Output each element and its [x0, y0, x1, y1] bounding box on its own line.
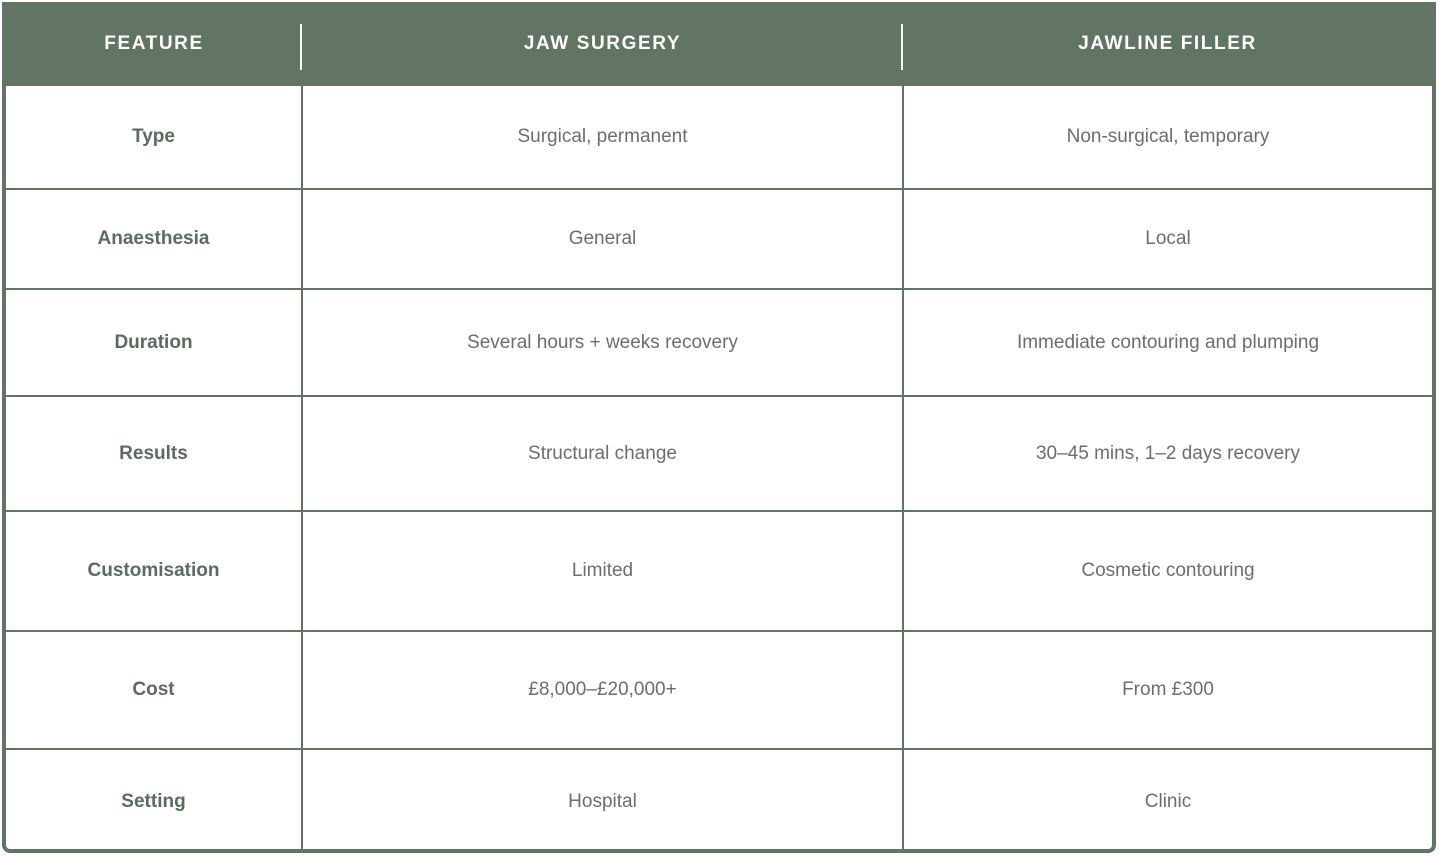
- header-jaw-surgery: [302, 2, 903, 86]
- header-jaw-surgery-label: JAW SURGERY: [523, 33, 682, 54]
- jaw-surgery-cell: Surgical, permanent: [302, 86, 903, 189]
- table-body: [6, 86, 1432, 853]
- feature-cell: Duration: [6, 289, 302, 396]
- table-row: [6, 511, 1432, 631]
- feature-cell: Setting: [6, 749, 302, 853]
- comparison-table-container: [2, 2, 1436, 853]
- jawline-filler-cell: Clinic: [1144, 790, 1192, 812]
- table-row: [6, 189, 1432, 289]
- table-row: [6, 289, 1432, 396]
- jaw-surgery-cell: £8,000–£20,000+: [302, 631, 903, 749]
- comparison-table: [6, 2, 1432, 853]
- jaw-surgery-cell: Limited: [302, 511, 903, 631]
- jawline-filler-cell: From £300: [903, 631, 1432, 749]
- table-header: [6, 2, 1432, 86]
- jawline-filler-cell: Non-surgical, temporary: [903, 86, 1432, 189]
- feature-cell: Anaesthesia: [6, 189, 302, 289]
- jawline-filler-cell: Immediate contouring and plumping: [903, 289, 1432, 396]
- jawline-filler-cell: 30–45 mins, 1–2 days recovery: [903, 396, 1432, 511]
- feature-cell: Type: [6, 86, 302, 189]
- jawline-filler-cell: Cosmetic contouring: [903, 511, 1432, 631]
- feature-cell: Results: [6, 396, 302, 511]
- header-feature: [6, 2, 302, 86]
- header-row: [6, 2, 1432, 86]
- table-row: [6, 631, 1432, 749]
- jawline-filler-cell: Local: [903, 189, 1432, 289]
- header-jawline-filler-label: JAWLINE FILLER: [1078, 33, 1257, 54]
- table-row: [6, 396, 1432, 511]
- jaw-surgery-cell: Several hours + weeks recovery: [302, 289, 903, 396]
- table-row: [6, 749, 1432, 853]
- feature-cell: Customisation: [6, 511, 302, 631]
- header-jawline-filler: [903, 2, 1432, 86]
- header-feature-label: FEATURE: [104, 33, 204, 54]
- jaw-surgery-cell: General: [302, 189, 903, 289]
- table-row: [6, 86, 1432, 189]
- jaw-surgery-cell: Hospital: [302, 749, 903, 853]
- feature-cell: Cost: [6, 631, 302, 749]
- jaw-surgery-cell: Structural change: [302, 396, 903, 511]
